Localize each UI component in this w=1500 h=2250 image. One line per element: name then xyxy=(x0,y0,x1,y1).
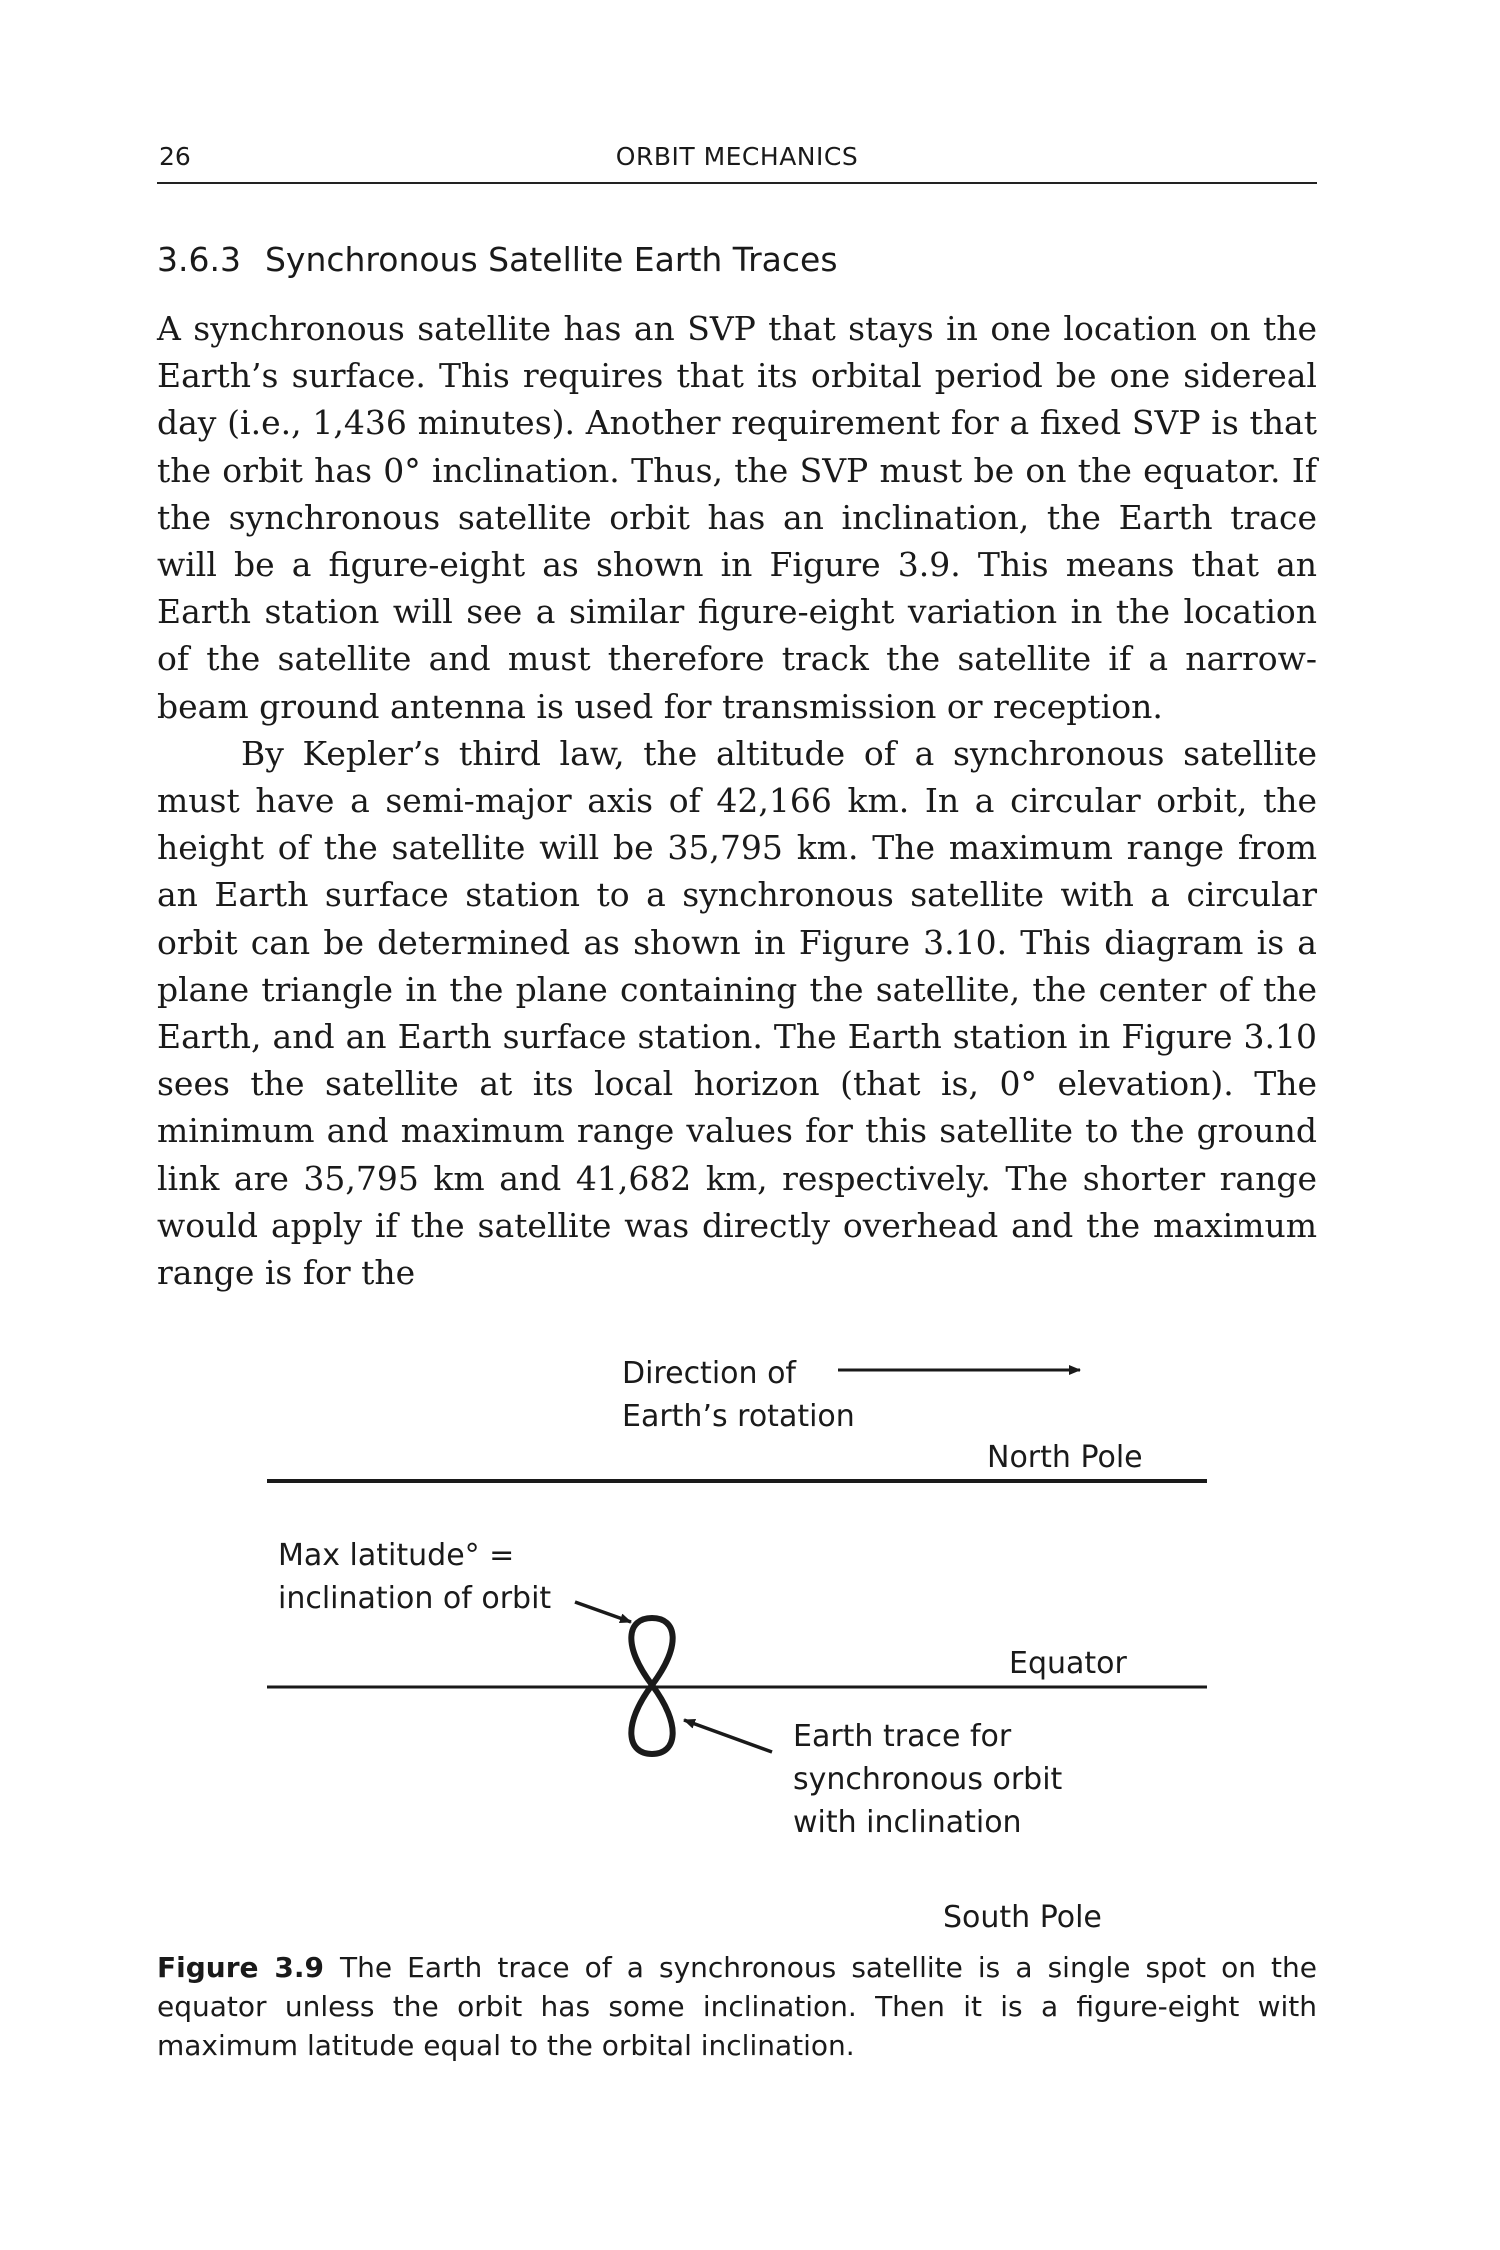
equator-label: Equator xyxy=(1009,1646,1127,1681)
north-pole-label: North Pole xyxy=(987,1440,1143,1475)
max-latitude-pointer-arrow xyxy=(575,1602,631,1622)
figure-3-9 xyxy=(0,1330,1500,1890)
trace-pointer-arrow xyxy=(684,1720,772,1752)
running-head: ORBIT MECHANICS xyxy=(615,142,859,171)
caption-text: The Earth trace of a synchronous satellite is a single spot on the equator unless the orbit has some inclination. Then it is a figure-eight with maximum latitude equal to the orbital inclination. xyxy=(157,1951,1317,2062)
caption-label: Figure 3.9 xyxy=(157,1951,325,1984)
page-number: 26 xyxy=(159,142,191,171)
page-header xyxy=(157,140,1317,184)
max-latitude-label: Max latitude° = inclination of orbit xyxy=(278,1538,552,1616)
paragraph: By Kepler’s third law, the altitude of a synchronous satellite must have a semi-major axis of 42,166 km. In a circular orbit, the height of the satellite will be 35,795 km. The maximum range from an Earth surface station to a synchronous satellite with a circular orbit can be determined as shown in Figure 3.10. This diagram is a plane triangle in the plane containing the satellite, the center of the Earth, and an Earth surface station. The Earth station in Figure 3.10 sees the satellite at its local horizon (that is, 0° elevation). The minimum and maximum range values for this satellite to the ground link are 35,795 km and 41,682 km, respectively. The shorter range would apply if the satellite was directly overhead and the maximum range is for the xyxy=(157,733,1317,1293)
paragraph: A synchronous satellite has an SVP that stays in one location on the Earth’s surface. This requires that its orbital period be one sidereal day (i.e., 1,436 minutes). Another requirement for a fixed SVP is that the orbit has 0° inclination. Thus, the SVP must be on the equator. If the synchronous satellite orbit has an inclination, the Earth trace will be a figure-eight as shown in Figure 3.9. This means that an Earth station will see a similar figure-eight variation in the location of the satellite and must therefore track the satellite if a narrow-beam ground antenna is used for transmission or reception. xyxy=(157,309,1317,726)
body-text xyxy=(157,305,1317,1296)
earth-trace-label: Earth trace for synchronous orbit with inclination xyxy=(793,1719,1063,1840)
section-title: Synchronous Satellite Earth Traces xyxy=(264,240,838,279)
rotation-direction-label: Direction of Earth’s rotation xyxy=(622,1356,855,1434)
section-heading xyxy=(157,240,1317,279)
south-pole-label: South Pole xyxy=(943,1900,1102,1935)
figure-caption xyxy=(157,1948,1317,2065)
section-number: 3.6.3 xyxy=(157,240,241,279)
